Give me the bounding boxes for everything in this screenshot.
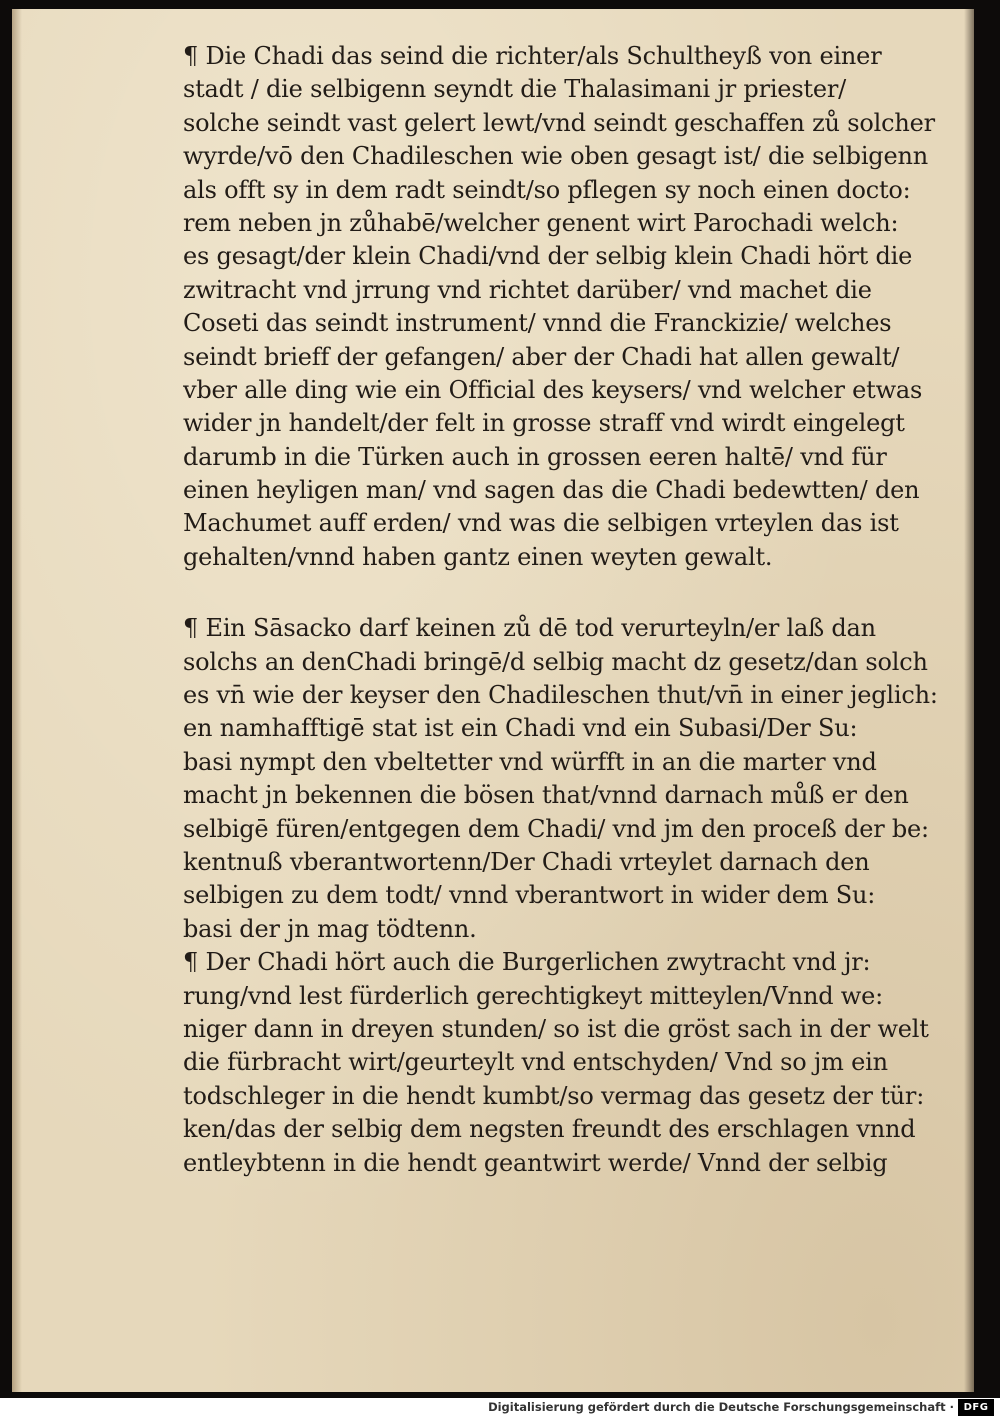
- text-line: selbigen zu dem todt/ vnnd vberantwort in wider dem Su:: [183, 881, 876, 910]
- text-line: seindt brieff der gefangen/ aber der Chadi hat allen gewalt/: [183, 342, 900, 371]
- paragraph: [183, 40, 963, 574]
- text-line: entleybtenn in die hendt geantwirt werde/ Vnnd der selbig: [183, 1148, 888, 1177]
- text-line: zwitracht vnd jrrung vnd richtet darüber/ vnd machet die: [183, 275, 872, 304]
- text-line: todschleger in die hendt kumbt/so vermag das gesetz der tür:: [183, 1081, 925, 1110]
- text-line: rem neben jn zůhabē/welcher genent wirt Parochadi welch:: [183, 208, 899, 237]
- text-line: niger dann in dreyen stunden/ so ist die gröst sach in der welt: [183, 1014, 929, 1043]
- paragraph: [183, 612, 963, 946]
- text-line: ¶ Die Chadi das seind die richter/als Schultheyß von einer: [183, 42, 882, 70]
- text-line: die fürbracht wirt/geurteylt vnd entschyden/ Vnd so jm ein: [183, 1048, 888, 1077]
- text-line: gehalten/vnnd haben gantz einen weyten gewalt.: [183, 542, 773, 571]
- text-line: einen heyligen man/ vnd sagen das die Chadi bedewtten/ den: [183, 476, 920, 505]
- text-line: basi nympt den vbeltetter vnd würfft in an die marter vnd: [183, 747, 877, 776]
- text-line: kentnuß vberantwortenn/Der Chadi vrteylet darnach den: [183, 847, 870, 876]
- text-line: als offt sy in dem radt seindt/so pflegen sy noch einen docto:: [183, 175, 911, 204]
- dfg-logo: DFG: [958, 1399, 994, 1416]
- text-line: solchs an denChadi bringē/d selbig macht dz gesetz/dan solch: [183, 647, 928, 676]
- paragraph: [183, 946, 963, 1180]
- text-line: vber alle ding wie ein Official des keysers/ vnd welcher etwas: [183, 375, 923, 404]
- text-line: ¶ Der Chadi hört auch die Burgerlichen zwytracht vnd jr:: [183, 948, 871, 977]
- footer-bar: [0, 1398, 1000, 1419]
- page-shadow-left: [12, 9, 22, 1392]
- page-shadow-right: [964, 9, 974, 1392]
- text-line: Machumet auff erden/ vnd was die selbigen vrteylen das ist: [183, 509, 899, 538]
- text-line: darumb in die Türken auch in grossen eeren haltē/ vnd für: [183, 442, 887, 471]
- text-line: es gesagt/der klein Chadi/vnd der selbig klein Chadi hört die: [183, 242, 913, 271]
- text-line: macht jn bekennen die bösen that/vnnd darnach můß er den: [183, 781, 909, 810]
- funding-credit: Digitalisierung gefördert durch die Deutsche Forschungsgemeinschaft ·: [488, 1400, 954, 1414]
- text-line: en namhafftigē stat ist ein Chadi vnd ein Subasi/Der Su:: [183, 714, 858, 743]
- text-line: ¶ Ein Sāsacko darf keinen zů dē tod verurteyln/er laß dan: [183, 614, 876, 643]
- text-line: selbigē füren/entgegen dem Chadi/ vnd jm den proceß der be:: [183, 814, 929, 843]
- text-line: ken/das der selbig dem negsten freundt des erschlagen vnnd: [183, 1115, 916, 1144]
- text-line: es vn̄ wie der keyser den Chadileschen thut/vn̄ in einer jeglich:: [183, 681, 938, 710]
- text-line: basi der jn mag tödtenn.: [183, 914, 477, 943]
- text-line: rung/vnd lest fürderlich gerechtigkeyt mitteylen/Vnnd we:: [183, 981, 884, 1010]
- text-line: wyrde/vō den Chadileschen wie oben gesagt ist/ die selbigenn: [183, 142, 928, 171]
- body-text: [183, 40, 963, 1180]
- text-line: wider jn handelt/der felt in grosse straff vnd wirdt eingelegt: [183, 409, 905, 438]
- text-line: solche seindt vast gelert lewt/vnd seindt geschaffen zů solcher: [183, 108, 935, 137]
- text-line: Coseti das seindt instrument/ vnnd die Franckizie/ welches: [183, 309, 892, 338]
- paragraph-gap: [183, 574, 963, 612]
- text-line: stadt / die selbigenn seyndt die Thalasimani jr priester/: [183, 75, 847, 104]
